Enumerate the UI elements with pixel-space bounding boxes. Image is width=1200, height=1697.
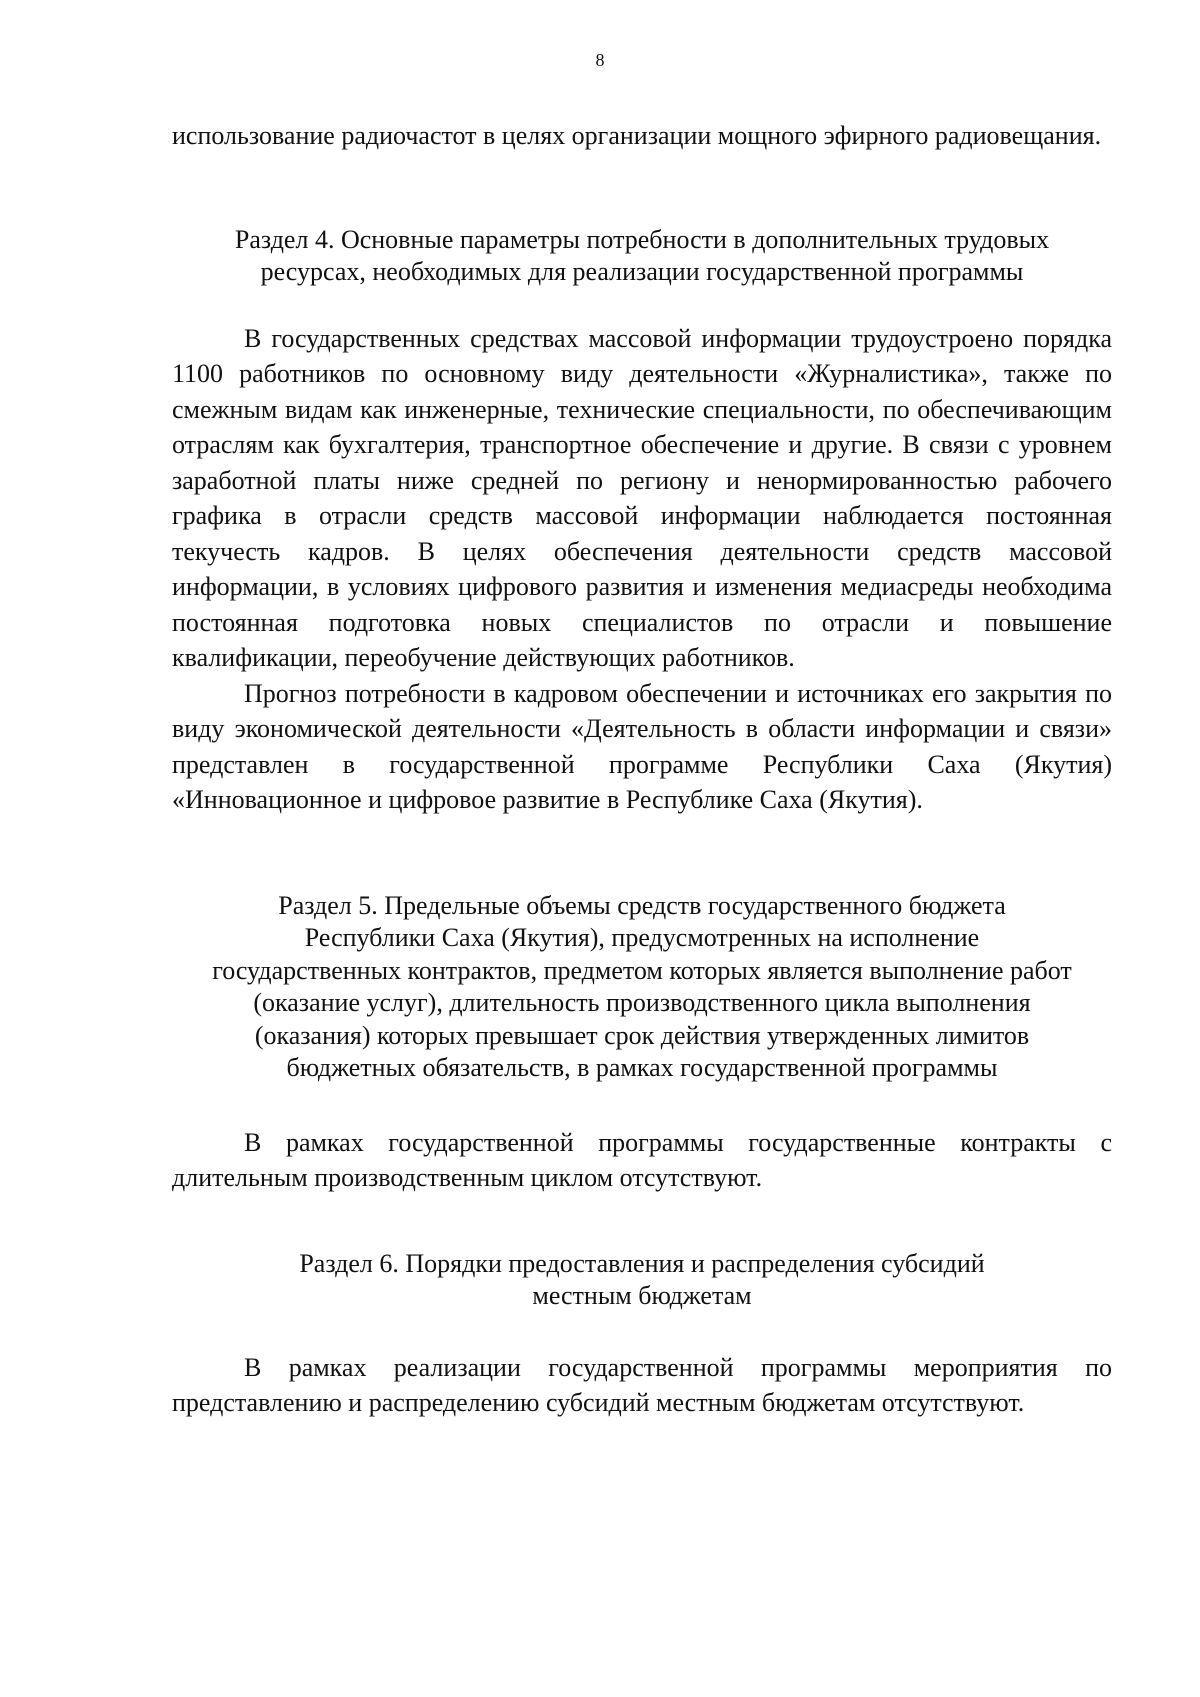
section-6-heading (172, 1248, 1112, 1313)
heading-line: Раздел 4. Основные параметры потребности в дополнительных трудовых (234, 224, 1050, 254)
section-5-heading (172, 890, 1112, 1085)
heading-line: бюджетных обязательств, в рамках государственной программы (286, 1053, 998, 1082)
heading-line: ресурсах, необходимых для реализации государственной программы (260, 257, 1024, 286)
spacer (172, 1085, 1112, 1125)
section-6-paragraph: В рамках реализации государственной программы мероприятия по представлению и распределению субсидий местным бюджетам отсутствуют. (172, 1352, 1112, 1417)
heading-line: Раздел 5. Предельные объемы средств государственного бюджета (278, 890, 1006, 920)
continuation-paragraph: использование радиочастот в целях организации мощного эфирного радиовещания. (172, 121, 1102, 150)
heading-line: Раздел 6. Порядки предоставления и распределения субсидий (299, 1248, 985, 1278)
page-number: 8 (595, 50, 605, 70)
spacer (172, 818, 1112, 890)
heading-line: (оказания) которых превышает срок действия утвержденных лимитов (254, 1020, 1030, 1050)
heading-line: государственных контрактов, предметом которых является выполнение работ (212, 955, 1072, 985)
section-4-paragraph: В государственных средствах массовой информации трудоустроено порядка 1100 работников по основному виду деятельности «Журналистика», также по смежным видам как инженерные, технические специальности, по обеспечивающим отраслям как бухгалтерия, транспортное обеспечение и другие. В связи с уровнем заработной платы ниже средней по региону и ненормированностью рабочего графика в отрасли средств массовой информации наблюдается постоянная текучесть кадров. В целях обеспечения деятельности средств массовой информации, в условиях цифрового развития и изменения медиасреды необходима постоянная подготовка новых специалистов по отрасли и повышение квалификации, переобучение действующих работников. (172, 323, 1112, 672)
spacer (172, 154, 1112, 224)
section-4-paragraph: Прогноз потребности в кадровом обеспечении и источниках его закрытия по виду экономической деятельности «Деятельность в области информации и связи» представлен в государственной программе Республики Саха (Якутия) «Инновационное и цифровое развитие в Республике Саха (Якутия). (172, 678, 1112, 814)
heading-line: Республики Саха (Якутия), предусмотренных на исполнение (304, 923, 980, 952)
heading-line: местным бюджетам (532, 1281, 752, 1310)
spacer (172, 1196, 1112, 1248)
spacer (172, 289, 1112, 321)
page-content (172, 118, 1112, 1421)
heading-line: (оказание услуг), длительность производственного цикла выполнения (253, 988, 1031, 1017)
spacer (172, 1313, 1112, 1350)
section-5-paragraph: В рамках государственной программы государственные контракты с длительным производственным циклом отсутствуют. (172, 1127, 1112, 1192)
section-4-heading (172, 224, 1112, 289)
